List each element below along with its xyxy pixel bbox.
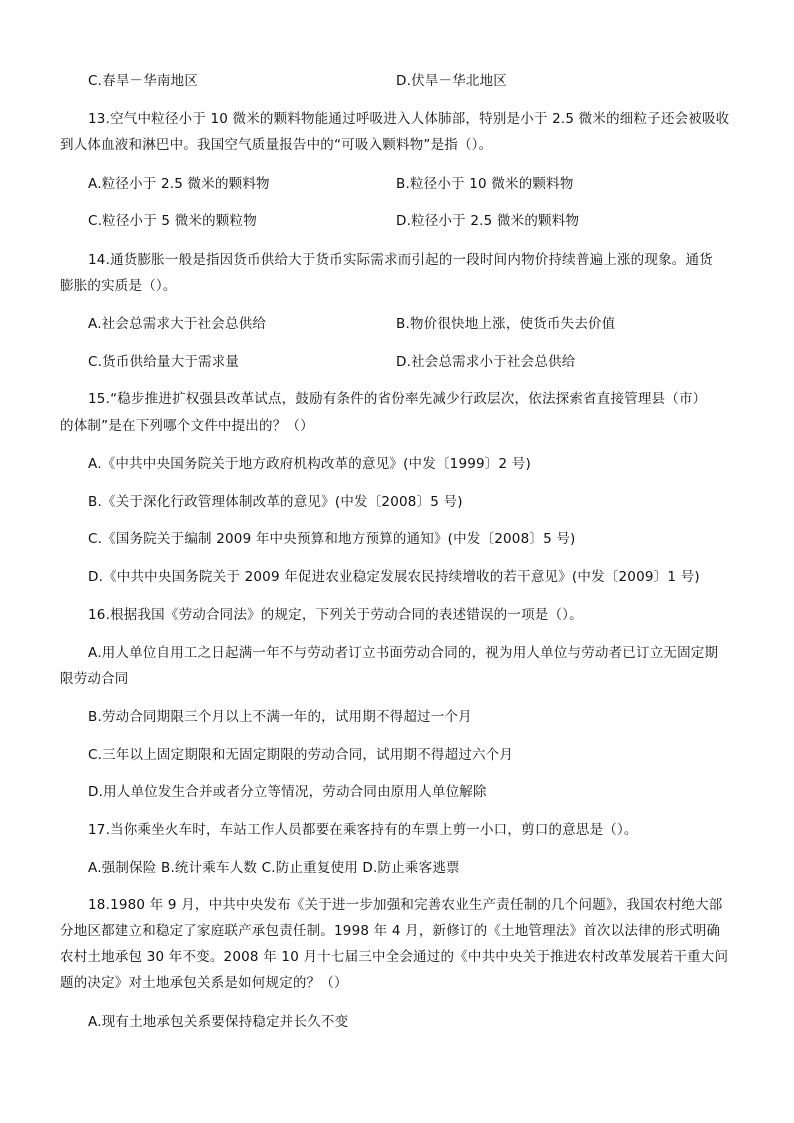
q15-option-a: A.《中共中央国务院关于地方政府机构改革的意见》(中发〔1999〕2 号) — [88, 456, 531, 472]
q13-stem-line-2: 到人体血液和淋巴中。我国空气质量报告中的“可吸入颗料物”是指（）。 — [60, 137, 493, 153]
q14-stem-line-1: 14.通货膨胀一般是指因货币供给大于货币实际需求而引起的一段时间内物价持续普遍上涨的现象。通货 — [88, 252, 713, 268]
q15-stem-line-1: 15.“稳步推进扩权强县改革试点，鼓励有条件的省份率先减少行政层次，依法探索省直接管理县（市） — [88, 391, 707, 407]
q15-option-b: B.《关于深化行政管理体制改革的意见》(中发〔2008〕5 号) — [88, 494, 463, 510]
q16-option-a-line-2: 限劳动合同 — [60, 671, 129, 687]
q13-stem-line-1: 13.空气中粒径小于 10 微米的颗料物能通过呼吸进入人体肺部，特别是小于 2.5 微米的细粒子还会被吸收 — [88, 111, 730, 127]
q15-option-d: D.《中共中央国务院关于 2009 年促进农业稳定发展农民持续增收的若干意见》(中发〔2009〕1 号) — [88, 569, 700, 585]
q16-stem: 16.根据我国《劳动合同法》的规定，下列关于劳动合同的表述错误的一项是（）。 — [88, 607, 583, 623]
q12-option-d: D.伏旱－华北地区 — [396, 73, 507, 89]
q18-stem-line-1: 18.1980 年 9 月，中共中央发布《关于进一步加强和完善农业生产责任制的几个问题》，我国农村绝大部 — [88, 897, 723, 913]
q18-stem-line-3: 农村土地承包 30 年不变。2008 年 10 月十七届三中全会通过的《中共中央关于推进农村改革发展若干重大问 — [60, 949, 729, 965]
q12-option-c: C.春旱－华南地区 — [88, 73, 199, 89]
q13-option-d: D.粒径小于 2.5 微米的颗料物 — [396, 213, 580, 229]
q18-stem-line-4: 题的决定》对土地承包关系是如何规定的？（） — [60, 975, 348, 991]
q18-option-a: A.现有土地承包关系要保持稳定并长久不变 — [88, 1014, 349, 1030]
q14-option-b: B.物价很快地上涨，使货币失去价值 — [396, 316, 616, 332]
q18-stem-line-2: 分地区都建立和稳定了家庭联产承包责任制。1998 年 4 月，新修订的《土地管理法》首次以法律的形式明确 — [60, 923, 721, 939]
q17-options: A.强制保险 B.统计乘车人数 C.防止重复使用 D.防止乘客逃票 — [88, 860, 460, 876]
q13-option-c: C.粒径小于 5 微米的颗粒物 — [88, 213, 257, 229]
q13-option-b: B.粒径小于 10 微米的颗料物 — [396, 176, 574, 192]
q14-stem-line-2: 膨胀的实质是（）。 — [60, 278, 177, 294]
q17-stem: 17.当你乘坐火车时，车站工作人员都要在乘客持有的车票上剪一小口，剪口的意思是（）。 — [88, 822, 638, 838]
q16-option-a-line-1: A.用人单位自用工之日起满一年不与劳动者订立书面劳动合同的，视为用人单位与劳动者已订立无固定期 — [88, 645, 719, 661]
q13-option-a: A.粒径小于 2.5 微米的颗料物 — [88, 176, 270, 192]
q16-option-d: D.用人单位发生合并或者分立等情况，劳动合同由原用人单位解除 — [88, 784, 487, 800]
q14-option-c: C.货币供给量大于需求量 — [88, 354, 240, 370]
q14-option-d: D.社会总需求小于社会总供给 — [396, 354, 576, 370]
q15-stem-line-2: 的体制”是在下列哪个文件中提出的？（） — [60, 418, 314, 434]
q16-option-b: B.劳动合同期限三个月以上不满一年的，试用期不得超过一个月 — [88, 709, 472, 725]
q14-option-a: A.社会总需求大于社会总供给 — [88, 316, 267, 332]
q16-option-c: C.三年以上固定期限和无固定期限的劳动合同，试用期不得超过六个月 — [88, 747, 514, 763]
q15-option-c: C.《国务院关于编制 2009 年中央预算和地方预算的通知》(中发〔2008〕5 号) — [88, 531, 576, 547]
